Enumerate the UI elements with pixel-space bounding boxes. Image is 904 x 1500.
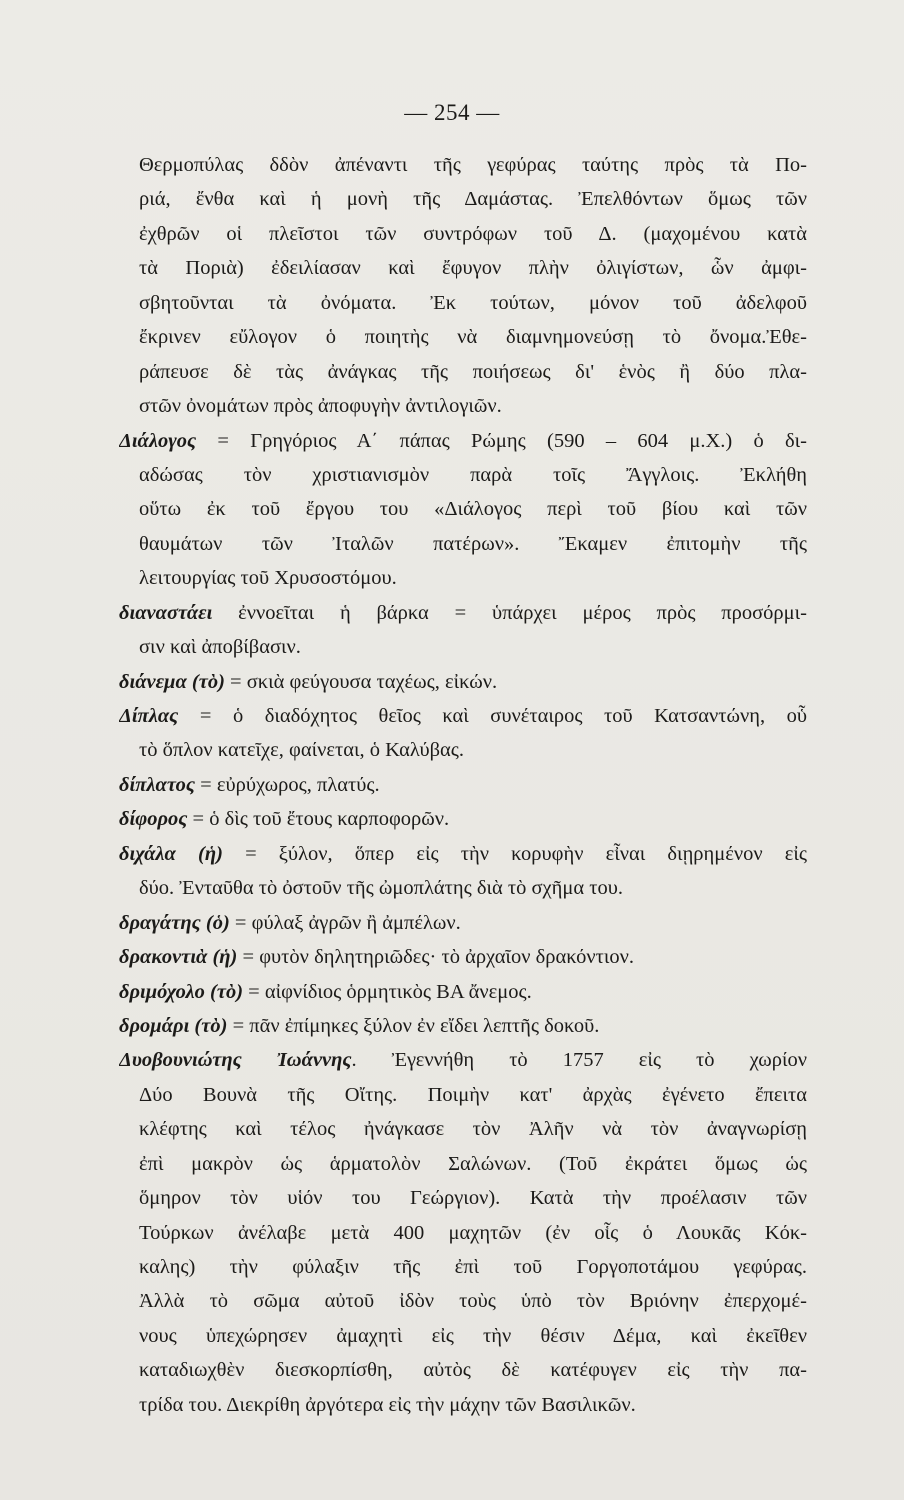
text-line [139,1353,807,1387]
text-line [139,355,807,389]
line-text: οὕτω ἐκ τοῦ ἔργου του «Διάλογος περὶ τοῦ βίου καὶ τῶν [139,498,807,521]
text-line [139,492,807,526]
glossary-term: δίπλατος [119,773,196,796]
text-line [139,1147,807,1181]
text-line [139,286,807,320]
text-line [139,871,807,905]
line-text: θαυμάτων τῶν Ἰταλῶν πατέρων». Ἔκαμεν ἐπιτομὴν τῆς [139,532,807,555]
text-line [139,1216,807,1250]
line-text: ριά, ἔνθα καὶ ἡ μονὴ τῆς Δαμάστας. Ἐπελθόντων ὅμως τῶν [139,188,807,211]
glossary-text [119,148,807,1422]
line-text: = αἰφνίδιος ὁρμητικὸς ΒΑ ἄνεμος. [243,980,532,1003]
text-line [139,1319,807,1353]
text-line [119,699,807,733]
text-line [119,1043,807,1077]
line-text: κλέφτης καὶ τέλος ἠνάγκασε τὸν Ἀλῆν νὰ τὸν ἀναγνωρίσῃ [139,1118,807,1141]
text-line [119,940,807,974]
line-text: = Γρηγόριος Α΄ πάπας Ρώμης (590 – 604 μ.Χ.) ὁ δι- [196,429,807,452]
text-line [119,975,807,1009]
line-text: = πᾶν ἐπίμηκες ξύλον ἐν εἴδει λεπτῆς δοκοῦ. [227,1014,600,1037]
glossary-term: Δίπλας [119,705,179,727]
line-text: αδώσας τὸν χριστιανισμὸν παρὰ τοῖς Ἄγγλοις. Ἐκλήθη [139,463,807,486]
text-line [139,630,807,664]
line-text: ράπευσε δὲ τὰς ἀνάγκας τῆς ποιήσεως δι' ἑνὸς ἢ δύο πλα- [139,360,807,383]
line-text: νους ὑπεχώρησεν ἀμαχητὶ εἰς τὴν θέσιν Δέμα, καὶ ἐκεῖθεν [139,1324,807,1347]
line-text: = ὁ διαδόχητος θεῖος καὶ συνέταιρος τοῦ Κατσαντώνη, οὗ [178,705,807,727]
text-line [139,1112,807,1146]
line-text: = ὁ δὶς τοῦ ἔτους καρποφορῶν. [187,808,450,831]
line-text: = ξύλον, ὅπερ εἰς τὴν κορυφὴν εἶναι διῃρημένον εἰς [222,842,807,865]
glossary-term: δραγάτης (ὁ) [119,911,230,934]
text-line [139,458,807,492]
line-text: = σκιὰ φεύγουσα ταχέως, εἰκών. [224,670,498,693]
text-line [139,1181,807,1215]
line-text: λειτουργίας τοῦ Χρυσοστόμου. [139,567,397,590]
line-text: δύο. Ἐνταῦθα τὸ ὀστοῦν τῆς ὠμοπλάτης διὰ τὸ σχῆμα του. [139,877,623,900]
glossary-term: διάνεμα (τὸ) [119,670,225,693]
line-text: στῶν ὀνομάτων πρὸς ἀποφυγὴν ἀντιλογιῶν. [139,395,502,418]
text-line [119,424,807,458]
glossary-term: διχάλα (ἡ) [119,842,223,865]
glossary-term: Δυοβουνιώτης Ἰωάννης [119,1049,352,1072]
glossary-term: Διάλογος [119,429,197,452]
line-text: τὸ ὅπλον κατεῖχε, φαίνεται, ὁ Καλύβας. [139,739,465,762]
line-text: τρίδα του. Διεκρίθη ἀργότερα εἰς τὴν μάχην τῶν Βασιλικῶν. [139,1393,636,1416]
text-line [139,148,807,182]
line-text: = φύλαξ ἀγρῶν ἢ ἀμπέλων. [229,911,461,934]
text-line [139,561,807,595]
glossary-term: δίφορος [119,808,188,831]
text-line [139,1078,807,1112]
text-line [139,527,807,561]
text-line [139,1284,807,1318]
line-text: Τούρκων ἀνέλαβε μετὰ 400 μαχητῶν (ἐν οἷς ὁ Λουκᾶς Κόκ- [139,1221,807,1244]
text-line [119,837,807,871]
text-line [139,389,807,423]
line-text: σβητοῦνται τὰ ὀνόματα. Ἐκ τούτων, μόνον τοῦ ἀδελφοῦ [139,291,807,314]
glossary-term: δρακοντιὰ (ἡ) [119,946,238,969]
text-line [119,906,807,940]
text-line [119,768,807,802]
line-text: ἔκρινεν εὔλογον ὁ ποιητὴς νὰ διαμνημονεύσῃ τὸ ὄνομα.Ἐθε- [139,326,807,349]
text-line [139,733,807,767]
line-text: ἐπὶ μακρὸν ὡς ἁρματολὸν Σαλώνων. (Τοῦ ἐκράτει ὅμως ὡς [139,1152,807,1175]
text-line [139,217,807,251]
text-line [139,182,807,216]
line-text: = φυτὸν δηλητηριῶδες· τὸ ἀρχαῖον δρακόντιον. [237,946,635,969]
text-line [139,320,807,354]
text-line [119,1009,807,1043]
text-line [119,802,807,836]
glossary-term: δρομάρι (τὸ) [119,1014,228,1037]
text-line [119,665,807,699]
line-text: . Ἐγεννήθη τὸ 1757 εἰς τὸ χωρίον [351,1049,807,1072]
text-line [139,251,807,285]
glossary-term: διαναστάει [119,601,213,624]
line-text: Θερμοπύλας δδὸν ἀπέναντι τῆς γεφύρας ταύτης πρὸς τὰ Πο- [139,154,807,176]
glossary-term: δριμόχολο (τὸ) [119,980,244,1003]
line-text: = εὐρύχωρος, πλατύς. [195,773,380,796]
text-line [139,1250,807,1284]
line-text: ἐννοεῖται ἡ βάρκα = ὑπάρχει μέρος πρὸς προσόρμι- [212,601,807,624]
line-text: σιν καὶ ἀποβίβασιν. [139,636,301,659]
page-number: — 254 — [404,100,500,125]
line-text: καλης) τὴν φύλαξιν τῆς ἐπὶ τοῦ Γοργοποτάμου γεφύρας. [139,1256,807,1278]
line-text: Ἀλλὰ τὸ σῶμα αὐτοῦ ἰδὸν τοὺς ὑπὸ τὸν Βριόνην ἐπερχομέ- [139,1290,807,1313]
text-line [119,596,807,630]
line-text: ἐχθρῶν οἱ πλεῖστοι τῶν συντρόφων τοῦ Δ. (μαχομένου κατὰ [139,222,807,245]
line-text: καταδιωχθὲν διεσκορπίσθη, αὐτὸς δὲ κατέφυγεν εἰς τὴν πα- [139,1359,807,1382]
line-text: Δύο Βουνὰ τῆς Οἴτης. Ποιμὴν κατ' ἀρχὰς ἐγένετο ἔπειτα [139,1083,807,1106]
line-text: τὰ Ποριὰ) ἐδειλίασαν καὶ ἔφυγον πλὴν ὀλιγίστων, ὧν ἀμφι- [139,257,807,280]
text-line [139,1388,807,1422]
line-text: ὅμηρον τὸν υἱόν του Γεώργιον). Κατὰ τὴν προέλασιν τῶν [139,1187,807,1210]
